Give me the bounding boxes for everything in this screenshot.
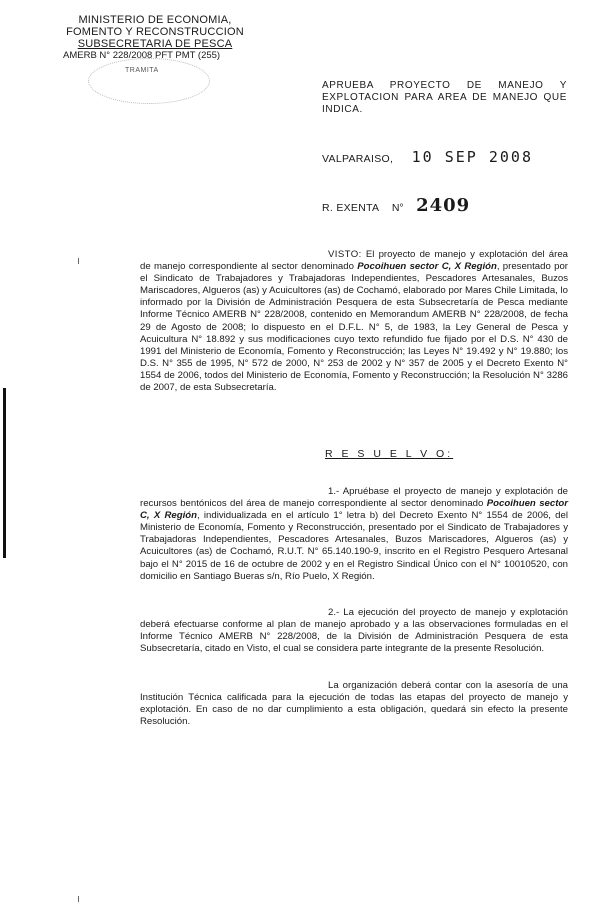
visto-text-b: , presentado por el Sindicato de Trabajadores y Trabajadoras Independientes, Pescadores Artesanales, Buzos Mariscadores, Algueros (as) y Acuicultores (as) de Cochamó, elaborado por Mares Chile Limitada, lo informado por la División de Administración Pesquera de esta Subsecretaría de Pesca mediante Informe Técnico AMERB N° 228/2008, contenido en Memorandum AMERB N° 228/2008, de fecha 29 de Agosto de 2008; lo dispuesto en el D.F.L. N° 5, de 1983, la Ley General de Pesca y Acuicultura N° 18.892 y sus modificaciones cuyo texto refundido fue fijado por el D.S. N° 430 de 1991 del Ministerio de Economía, Fomento y Reconstrucción; las Leyes N° 19.492 y N° 19.880; los D.S. N° 355 de 1995, N° 572 de 2000, N° 253 de 2002 y N° 357 de 2005 y el Decreto Exento N° 1554 de 2006, todos del Ministerio de Economía, Fomento y Reconstrucción; la Resolución N° 3286 de 2007, de esta Subsecretaría.: [140, 261, 568, 394]
exenta-label: R. EXENTA: [322, 202, 380, 214]
reference-line: AMERB N° 228/2008 PFT PMT (255): [63, 50, 221, 61]
stamp-text: TRAMITA: [125, 67, 159, 74]
article-2: [140, 607, 568, 655]
resolution-number-line: [322, 195, 470, 216]
resolution-number: 2409: [416, 195, 471, 216]
article-2-lead: 2.- La ejecución del proyecto de manejo y: [328, 607, 516, 618]
article-3: [140, 680, 568, 728]
visto-lead: VISTO:: [328, 249, 362, 260]
article-2-text: explotación deberá efectuarse conforme al plan de manejo aprobado y a las observaciones formuladas en el Informe Técnico AMERB N° 228/2008, de la División de Administración Pesquera de esta Subsecretaría, citado en Visto, el cual se considera parte integrante de la presente Resolución.: [140, 607, 569, 655]
scan-dot: [78, 896, 79, 902]
scan-dot: [78, 258, 79, 264]
ministry-name-2: FOMENTO Y RECONSTRUCCION: [66, 26, 244, 38]
ministry-name: MINISTERIO DE ECONOMIA,: [78, 14, 232, 26]
place: VALPARAISO,: [322, 153, 394, 165]
article-1-text-a: explotación de recursos bentónicos del área de manejo correspondiente al sector denominado: [140, 486, 568, 510]
article-1-text-b: , individualizada en el artículo 1° letra b) del Decreto Exento N° 1554 de 2006, del Ministerio de Economía, Fomento y Reconstrucción, presentado por el Sindicato de Trabajadores y Trabajadoras Independientes, Pescadores Artesanales, Buzos Mariscadores, Algueros (as) y Acuicultores (as) de Cochamó, R.U.T. N° 65.140.190-9, inscrito en el Registro Pesquero Artesanal bajo el N° 2015 de 16 de octubre de 2002 y en el Registro Sindical Único con el N° 10010520, con domicilio en Santiago Bueras s/n, Río Puelo, X Región.: [140, 510, 568, 582]
tramita-stamp: [88, 58, 210, 104]
resolution-subject: APRUEBA PROYECTO DE MANEJO Y EXPLOTACION PARA AREA DE MANEJO QUE INDICA.: [322, 80, 567, 115]
visto-text-a: El proyecto de manejo y explotación del área de manejo correspondiente al sector denominado: [140, 249, 568, 273]
date-stamp: 10 SEP 2008: [411, 148, 533, 166]
article-3-lead: La organización deberá contar con la asesoría: [328, 680, 534, 691]
article-1-location: Pocoihuen sector C, X Región: [140, 498, 569, 522]
ministry-header: [55, 14, 255, 62]
article-1-lead: 1.- Apruébase el proyecto de manejo y: [328, 486, 501, 497]
number-label: N°: [391, 202, 404, 214]
place-date-line: [322, 148, 533, 167]
article-3-text: de una Institución Técnica calificada para la ejecución de todas las etapas del proyecto de manejo y explotación. En caso de no dar cumplimiento a esta obligación, quedará sin efecto la presente Resolución.: [140, 680, 568, 728]
subsecretaria-name: SUBSECRETARIA DE PESCA: [77, 38, 233, 50]
article-1: [140, 486, 568, 583]
scan-margin-mark: [3, 388, 6, 558]
resuelvo-heading: R E S U E L V O:: [325, 448, 454, 460]
visto-paragraph: [140, 249, 568, 394]
visto-location: Pocoihuen sector C, X Región: [357, 261, 497, 273]
